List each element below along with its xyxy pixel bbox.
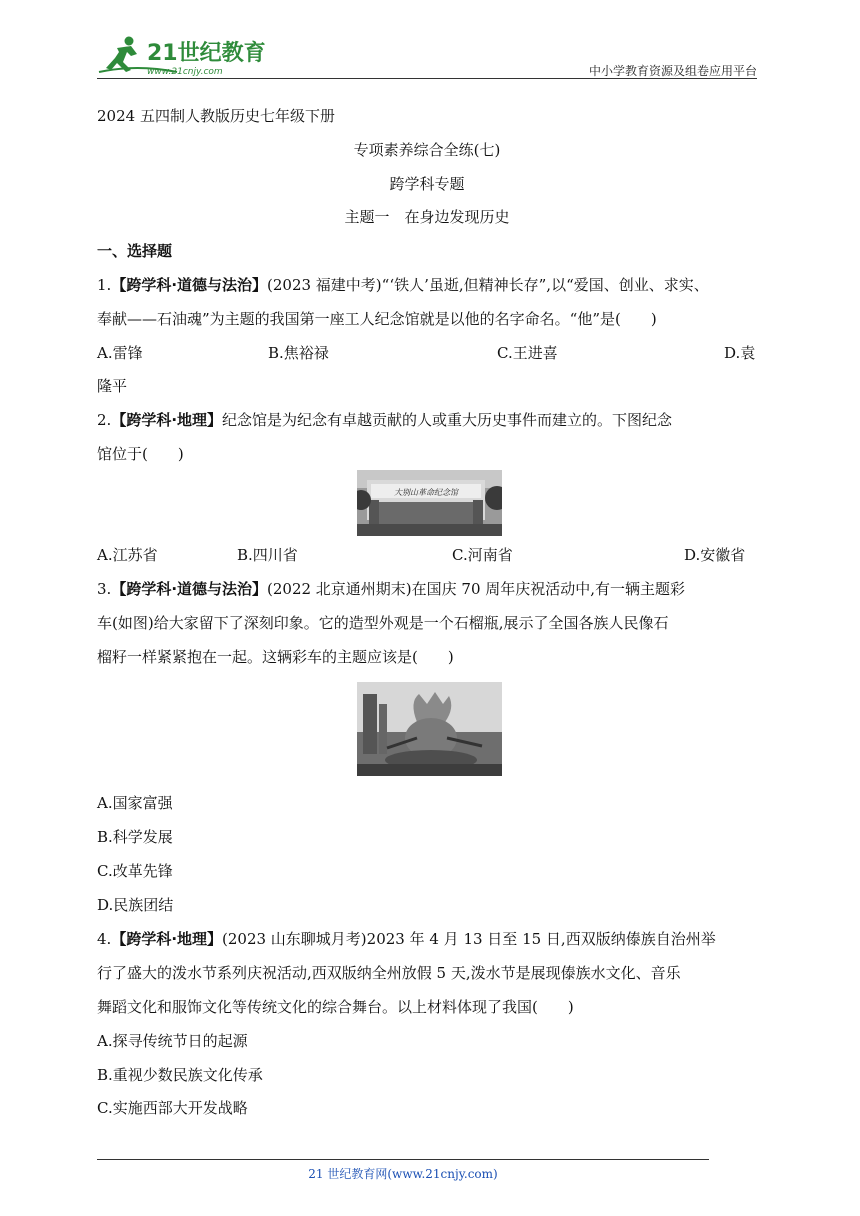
memorial-hall-photo [357,470,502,536]
question-3-line1 [97,579,685,599]
question-3-line3: 榴籽一样紧紧抱在一起。这辆彩车的主题应该是( ) [97,648,454,666]
question-number: 2. [97,411,112,429]
site-title: 中小学教育资源及组卷应用平台 [588,64,757,78]
question-4-line2: 行了盛大的泼水节系列庆祝活动,西双版纳全州放假 5 天,泼水节是展现傣族水文化、音乐 [97,964,681,982]
option-a: A.国家富强 [97,794,173,812]
question-text: (2022 北京通州期末)在国庆 70 周年庆祝活动中,有一辆主题彩 [267,580,686,598]
question-text: (2023 福建中考)“‘铁人’虽逝,但精神长存”,以“爱国、创业、求实、 [267,276,709,294]
pomegranate-float-photo [357,682,502,776]
option-b: B.焦裕禄 [268,344,329,362]
section-title: 一、选择题 [97,242,173,260]
memorial-inscription: 大别山革命纪念馆 [394,488,458,497]
option-b: B.四川省 [237,546,298,564]
question-2-line2: 馆位于( ) [97,445,184,463]
question-1-line2: 奉献——石油魂”为主题的我国第一座工人纪念馆就是以他的名字命名。“他”是( ) [97,310,657,328]
option-a: A.探寻传统节日的起源 [97,1032,248,1050]
option-c: C.改革先锋 [97,862,173,880]
option-a: A.雷锋 [97,344,143,362]
question-text: (2023 山东聊城月考)2023 年 4 月 13 日至 15 日,西双版纳傣族自治州举 [222,930,716,948]
option-d-wrap: 隆平 [97,377,128,395]
question-4-line3: 舞蹈文化和服饰文化等传统文化的综合舞台。以上材料体现了我国( ) [97,998,574,1016]
question-3-line2: 车(如图)给大家留下了深刻印象。它的造型外观是一个石榴瓶,展示了全国各族人民像石 [97,614,669,632]
question-tag: 【跨学科·地理】 [111,411,223,429]
question-1-line1 [97,275,709,295]
footer-link[interactable]: 21 世纪教育网(www.21cnjy.com) [308,1167,498,1181]
runner-icon [106,37,137,73]
doc-theme: 主题一 在身边发现历史 [344,208,510,226]
page-header [97,32,757,78]
question-number: 3. [97,580,112,598]
question-tag: 【跨学科·地理】 [111,930,223,948]
footer-divider [97,1159,709,1160]
logo-text: 21世纪教育 [147,41,266,66]
option-d: D.袁 [724,344,756,362]
question-tag: 【跨学科·道德与法治】 [111,276,268,294]
question-text: 纪念馆是为纪念有卓越贡献的人或重大历史事件而建立的。下图纪念 [222,411,673,429]
option-c: C.河南省 [452,546,513,564]
doc-subtitle: 跨学科专题 [389,175,465,193]
header-divider [97,78,757,79]
question-tag: 【跨学科·道德与法治】 [111,580,268,598]
option-a: A.江苏省 [97,546,158,564]
option-c: C.王进喜 [497,344,558,362]
logo-url: www.21cnjy.com [147,67,223,77]
book-title: 2024 五四制人教版历史七年级下册 [97,107,335,125]
option-b: B.科学发展 [97,828,173,846]
question-number: 1. [97,276,112,294]
question-2-line1 [97,410,672,430]
question-4-line1 [97,929,716,949]
option-c: C.实施西部大开发战略 [97,1099,248,1117]
question-number: 4. [97,930,112,948]
option-b: B.重视少数民族文化传承 [97,1066,263,1084]
site-logo [97,32,267,78]
option-d: D.安徽省 [684,546,746,564]
option-d: D.民族团结 [97,896,174,914]
doc-title: 专项素养综合全练(七) [353,141,501,159]
